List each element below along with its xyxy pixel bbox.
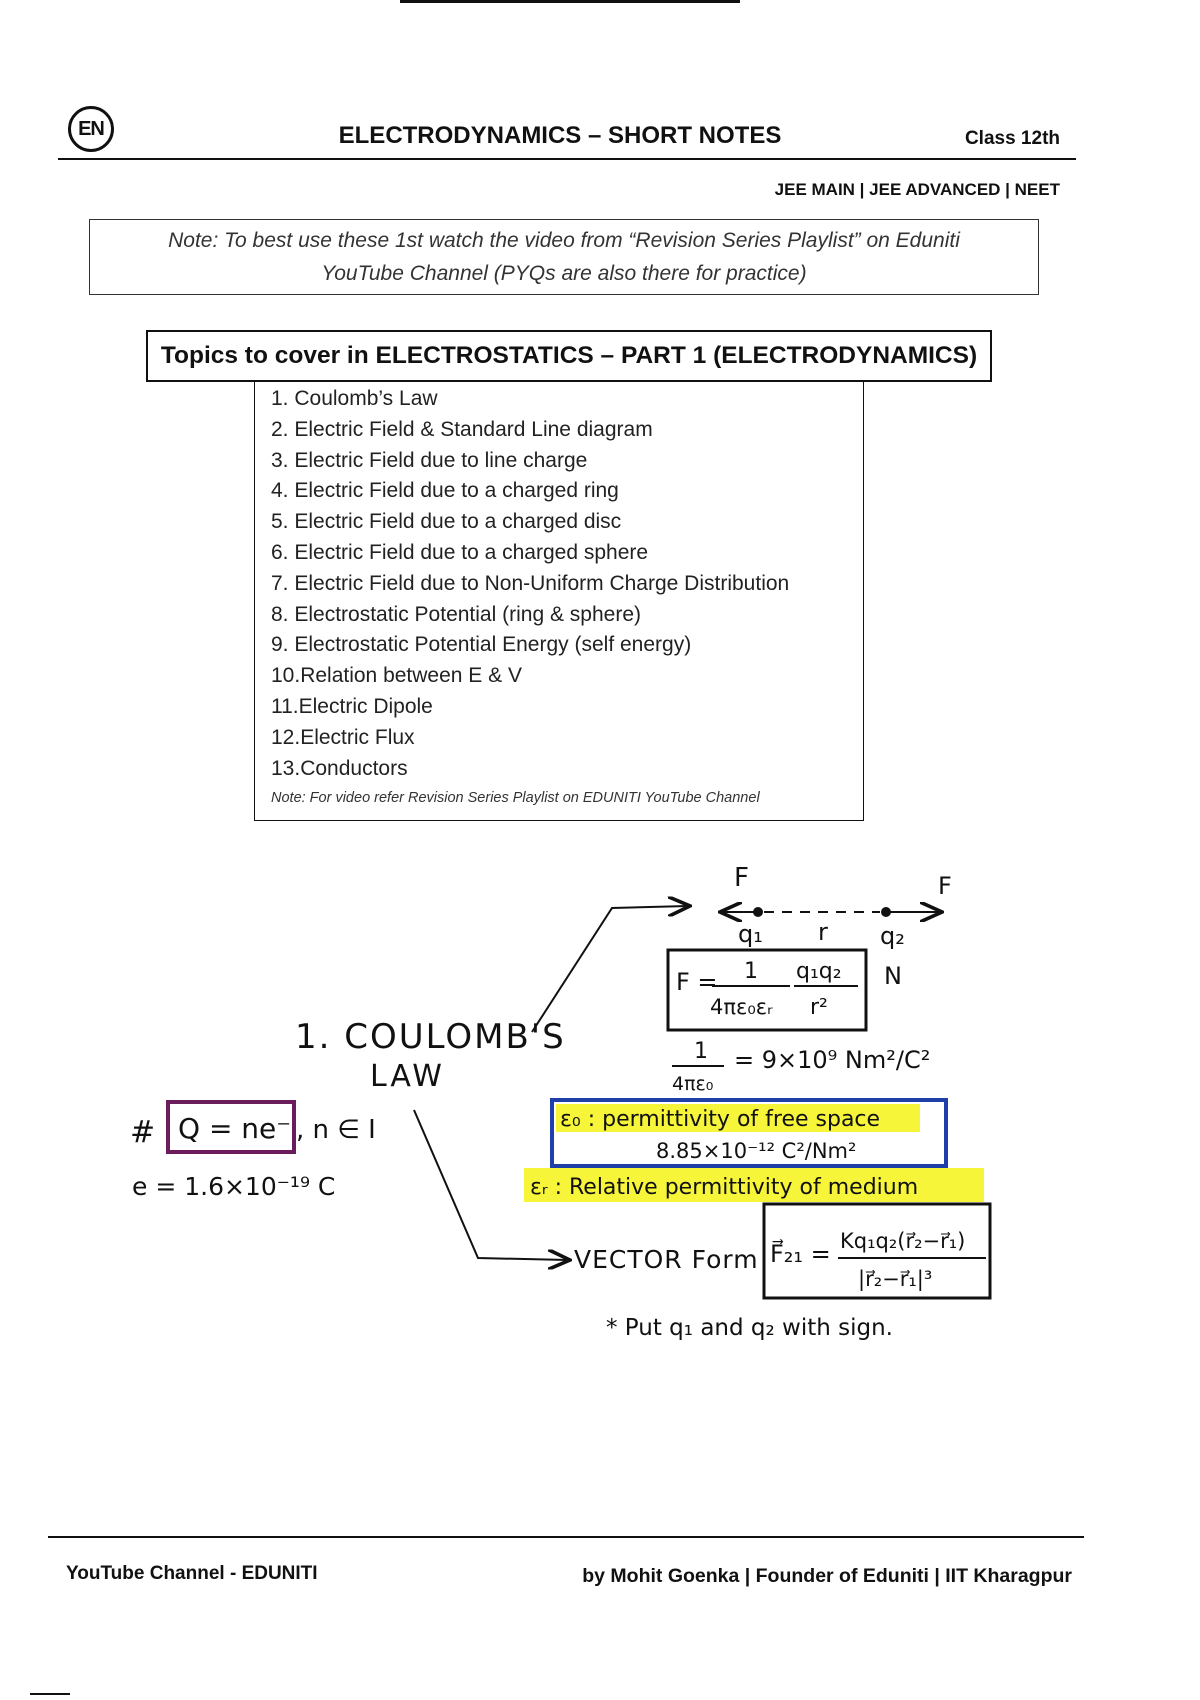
vector-formula-lhs: F⃗₂₁ = [770,1240,831,1268]
charge-q1-dot [753,907,763,917]
topic-item: 10.Relation between E & V [271,664,522,688]
formula-denominator-2: r² [810,995,828,1020]
page-title: ELECTRODYNAMICS – SHORT NOTES [338,122,782,149]
topics-title: Topics to cover in ELECTROSTATICS – PART 1 (ELECTRODYNAMICS) [146,330,992,382]
header-divider [58,158,1076,160]
exam-tags: JEE MAIN | JEE ADVANCED | NEET [774,180,1060,199]
bottom-edge-mark [30,1693,70,1695]
topic-item: 3. Electric Field due to line charge [271,448,588,472]
topics-note: Note: For video refer Revision Series Playlist on EDUNITI YouTube Channel [271,790,760,807]
footer-author: by Mohit Goenka | Founder of Eduniti | IIT Kharagpur [582,1565,1072,1587]
formula-lhs: F = [676,968,718,996]
distance-r-label: r [818,918,828,946]
formula-unit: N [884,962,902,990]
coulombs-law-notes [0,850,1200,1370]
note-line-1: Note: To best use these 1st watch the video from “Revision Series Playlist” on Eduniti [168,229,960,252]
sign-note: * Put q₁ and q₂ with sign. [606,1315,893,1341]
topic-item: 7. Electric Field due to Non-Uniform Charge Distribution [271,571,790,595]
vector-formula-denominator: |r⃗₂−r⃗₁|³ [858,1267,933,1291]
constant-value: = 9×10⁹ Nm²/C² [734,1046,931,1074]
coulomb-heading-law: LAW [370,1059,445,1094]
topics-list [254,381,864,821]
constant-numerator: 1 [694,1039,708,1064]
coulomb-heading: 1. COULOMB'S [295,1017,566,1057]
topic-item: 9. Electrostatic Potential Energy (self energy) [271,633,692,657]
note-line-2: YouTube Channel (PYQs are also there for practice) [321,262,807,285]
vector-formula-numerator: Kq₁q₂(r⃗₂−r⃗₁) [840,1229,966,1253]
note-box [89,219,1039,295]
topic-item: 8. Electrostatic Potential (ring & sphere) [271,602,642,626]
charge-q2-dot [881,907,891,917]
topic-item: 1. Coulomb’s Law [271,387,438,410]
vector-form-label: VECTOR Form [574,1245,759,1274]
electron-charge: e = 1.6×10⁻¹⁹ C [132,1172,336,1201]
topic-item: 13.Conductors [271,756,408,780]
formula-numerator-1: 1 [744,959,758,984]
constant-denominator: 4πε₀ [672,1073,714,1095]
topic-item: 2. Electric Field & Standard Line diagram [271,417,653,441]
top-edge-line [400,0,740,3]
arrow-to-charges [532,906,688,1032]
footer-divider [48,1536,1084,1538]
topic-item: 4. Electric Field due to a charged ring [271,479,619,503]
topic-item: 5. Electric Field due to a charged disc [271,510,622,534]
quantization-formula: Q = ne⁻ [178,1112,292,1145]
eduniti-logo: EN [68,106,114,152]
class-label: Class 12th [964,128,1060,149]
topic-item: 12.Electric Flux [271,725,415,749]
force-label-left: F [734,863,749,893]
formula-numerator-2: q₁q₂ [796,959,842,984]
n-in-integers: , n ∈ I [296,1115,376,1145]
eps0-definition: ε₀ : permittivity of free space [560,1107,881,1132]
charge-q1-label: q₁ [738,920,763,948]
footer-channel: YouTube Channel - EDUNITI [66,1563,318,1584]
hash-mark: # [130,1115,156,1150]
epsr-definition: εᵣ : Relative permittivity of medium [530,1175,919,1200]
charge-q2-label: q₂ [880,922,905,950]
force-label-right: F [938,872,952,900]
formula-denominator-1: 4πε₀εᵣ [710,995,773,1019]
topic-item: 11.Electric Dipole [271,694,433,718]
eps0-value: 8.85×10⁻¹² C²/Nm² [656,1139,857,1163]
topic-item: 6. Electric Field due to a charged sphere [271,540,649,564]
